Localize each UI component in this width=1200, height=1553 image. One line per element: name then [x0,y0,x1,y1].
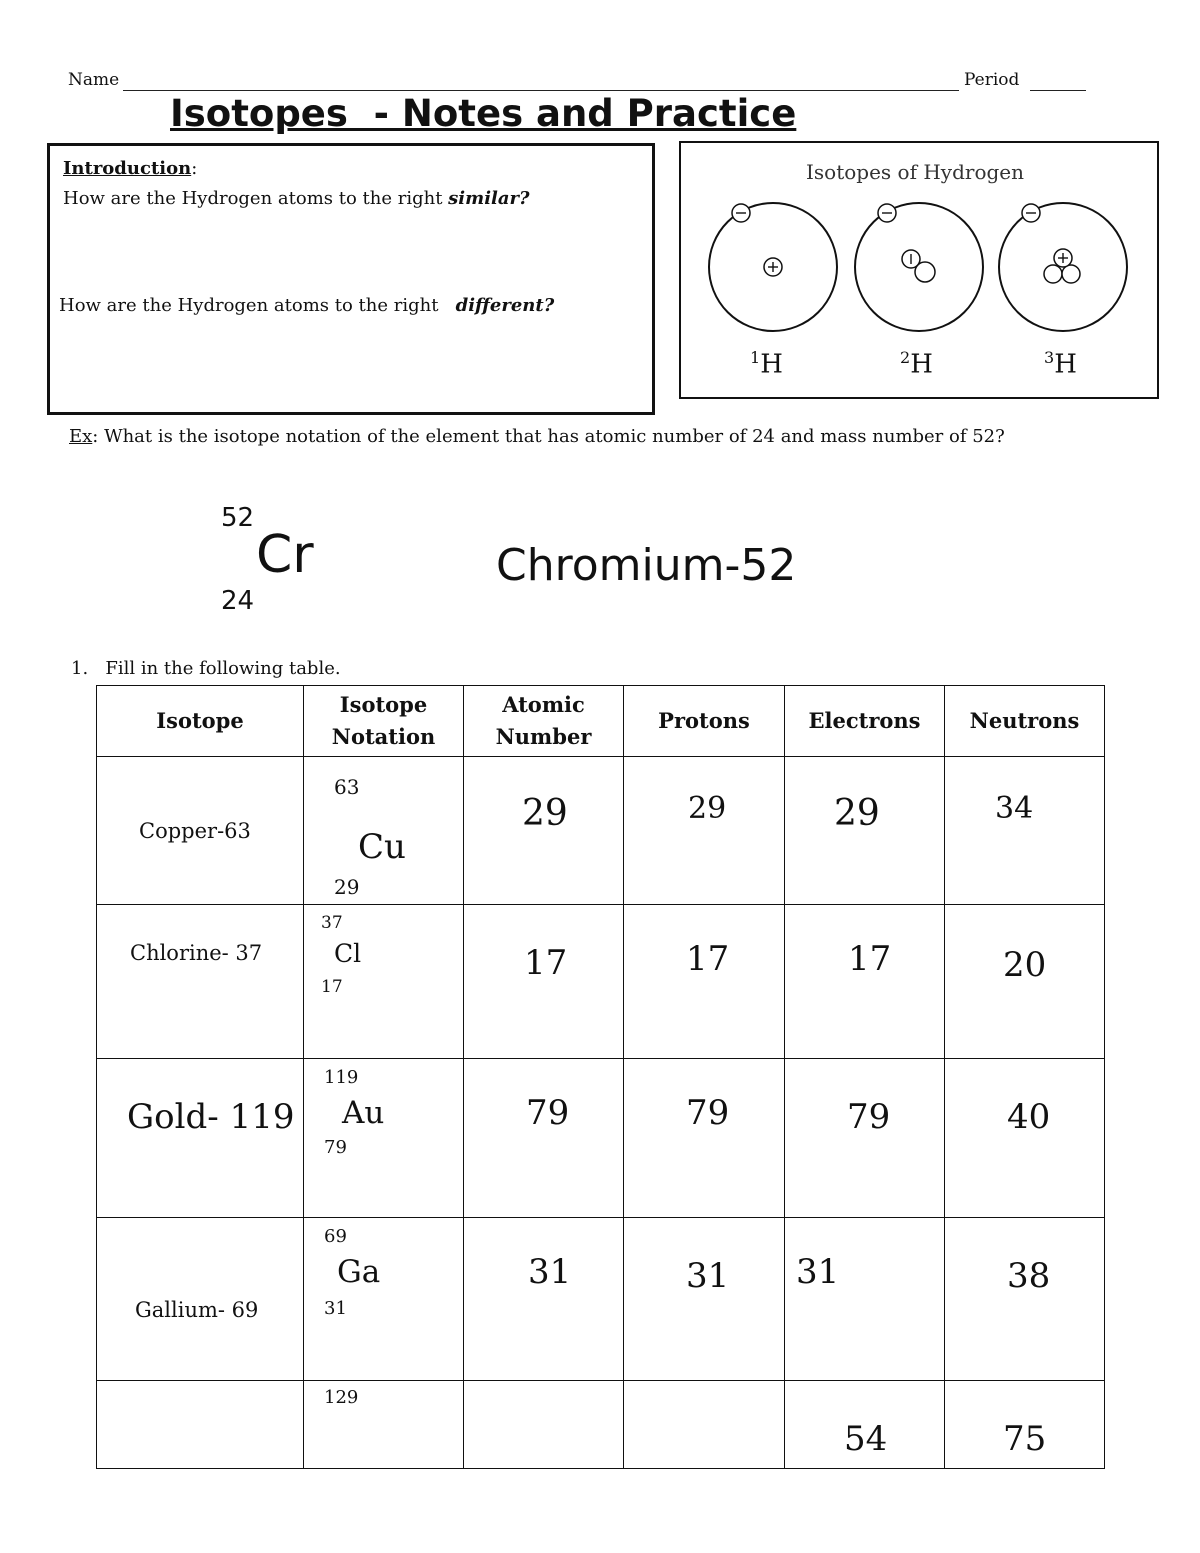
notation-cell[interactable]: 63 Cu 29 [304,757,464,905]
neutrons-cell[interactable]: 20 [945,905,1105,1059]
isotope-label-h3: $^3$H [1044,348,1077,380]
isotope-cell[interactable]: Chlorine- 37 [97,905,304,1059]
isotope-cell[interactable]: Copper-63 [97,757,304,905]
example-question: Ex: What is the isotope notation of the element that has atomic number of 24 and mass number of 52? [69,426,1005,447]
electrons-cell[interactable]: 79 [785,1059,945,1218]
isotope-cell[interactable]: Gallium- 69 [97,1218,304,1381]
header-isotope: Isotope [97,686,304,757]
neutron-icon [915,262,935,282]
isotope-cell[interactable] [97,1381,304,1469]
isotope-label-h1: $^1$H [750,348,783,380]
introduction-heading: Introduction: [63,158,198,179]
isotope-table [96,685,1105,1469]
protons-cell[interactable]: 31 [624,1218,785,1381]
atomic-number-cell[interactable]: 29 [464,757,624,905]
protons-cell[interactable] [624,1381,785,1469]
header-atomic-number: Atomic Number [464,686,624,757]
electrons-cell[interactable]: 29 [785,757,945,905]
introduction-box [47,143,655,415]
header-protons: Protons [624,686,785,757]
electrons-cell[interactable]: 54 [785,1381,945,1469]
period-label: Period [964,70,1020,90]
isotope-label-h2: $^2$H [900,348,933,380]
example-atomic-number: 24 [221,586,255,616]
neutron-icon [1044,265,1062,283]
header-isotope-notation: Isotope Notation [304,686,464,757]
example-isotope-name: Chromium-52 [496,540,797,591]
notation-cell[interactable]: 69 Ga 31 [304,1218,464,1381]
neutrons-cell[interactable]: 34 [945,757,1105,905]
atomic-number-cell[interactable]: 79 [464,1059,624,1218]
question-different: How are the Hydrogen atoms to the right different? [59,295,555,316]
protons-cell[interactable]: 17 [624,905,785,1059]
electrons-cell[interactable]: 17 [785,905,945,1059]
header-electrons: Electrons [785,686,945,757]
question-1: 1. Fill in the following table. [71,658,341,679]
atomic-number-cell[interactable]: 31 [464,1218,624,1381]
name-label: Name [68,70,120,90]
electrons-cell[interactable]: 31 [785,1218,945,1381]
table-row [97,1381,1105,1469]
notation-cell[interactable]: 129 [304,1381,464,1469]
header-neutrons: Neutrons [945,686,1105,757]
atomic-number-cell[interactable] [464,1381,624,1469]
isotope-cell[interactable]: Gold- 119 [97,1059,304,1218]
neutrons-cell[interactable]: 75 [945,1381,1105,1469]
period-field[interactable] [1030,90,1086,91]
neutrons-cell[interactable]: 40 [945,1059,1105,1218]
table-row [97,905,1105,1059]
example-mass-number: 52 [221,503,255,533]
atomic-number-cell[interactable]: 17 [464,905,624,1059]
table-row [97,1059,1105,1218]
table-row [97,1218,1105,1381]
page-title: Isotopes - Notes and Practice [170,92,797,135]
table-row [97,757,1105,905]
neutron-icon [1062,265,1080,283]
protons-cell[interactable]: 79 [624,1059,785,1218]
figure-title: Isotopes of Hydrogen [806,160,1025,184]
name-field[interactable] [123,90,959,91]
table-header-row [97,686,1105,757]
notation-cell[interactable]: 37 Cl 17 [304,905,464,1059]
notation-cell[interactable]: 119 Au 79 [304,1059,464,1218]
protons-cell[interactable]: 29 [624,757,785,905]
question-similar: How are the Hydrogen atoms to the right similar? [63,188,530,209]
neutrons-cell[interactable]: 38 [945,1218,1105,1381]
example-element-symbol: Cr [256,525,314,585]
